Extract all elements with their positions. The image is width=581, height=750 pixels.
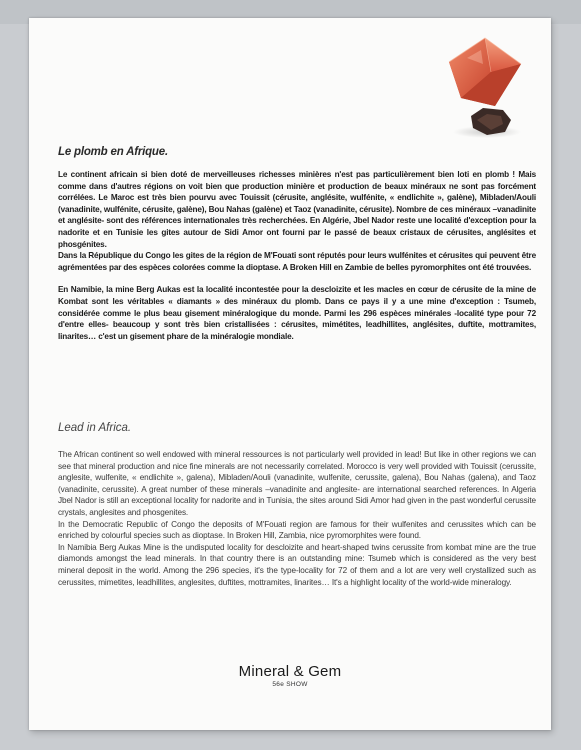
exhibit-info-panel	[29, 18, 551, 730]
brand-name: Mineral & Gem	[238, 663, 342, 680]
english-paragraph-3: In Namibia Berg Aukas Mine is the undisputed locality for descloizite and heart-shaped twins cerussite from kombat mine are the true diamonds amongst the lead minerals. In that country there is an outstanding mine: Tsumeb which is considered as the very best mineral deposit in the world. Among the 296 species, it's the type-locality for 72 of them and a lot are very well crystallized such as cerussites, mimetites, leadhillites, anglesites, duftites, mottramites, linarites… It's a highlight locality of the world-wide mineralogy.	[58, 542, 536, 587]
french-paragraph-3: En Namibie, la mine Berg Aukas est la localité incontestée pour la descloizite et les macles en cœur de cérusite de la mine de Kombat sont les véritables « diamants » des minéraux du plomb. Dans ce pays il y a une mine d'exception : Tsumeb, considérée comme le plus beau gisement minéralogique du monde. Parmi les 296 espèces minérales -localité type pour 72 d'entre elles- beaucoup y sont très bien cristallisées : cérusites, mimétites, leadhillites, anglésites, duftite, mottramites, linarites… c'est un gisement phare de la minéralogie mondiale.	[58, 285, 536, 341]
english-text-block	[58, 449, 536, 588]
show-edition: 56e SHOW	[272, 681, 308, 688]
mineral-crystal-icon	[411, 24, 541, 144]
footer-logo	[29, 663, 551, 688]
english-section-title: Lead in Africa.	[58, 422, 132, 434]
english-paragraph-1: The African continent so well endowed with mineral ressources is not particularly well provided in lead! But like in other regions we can see that mineral production and nice fine minerals are not necessarily correlated. Morocco is very well provided with Touissit (cerussite, anglesite, wulfenite, « endlichite », galena), Mibladen/Aouli (vanadinite, wulfenite, cerussite, galena), Bou Nahas (galena), and Taoz (vanadinite, cerussite). A great number of these minerals –vanadinite and anglesite- are international searched references. In Algeria Jbel Nador is still an exceptional locality for nadorite and in Tunisia, the sites around Sidi Amor had given in the past wonderful cerussite crystals, anglesites and phosgenites.	[58, 450, 536, 517]
french-paragraph-1: Le continent africain si bien doté de merveilleuses richesses minières n'est pas particulièrement bien loti en plomb ! Mais comme dans d'autres régions on voit bien que production minière et production de beaux minéraux ne sont pas forcément corrélées. Le Maroc est très bien pourvu avec Touissit (cérusite, anglésite, wulfénite, « endlichite », galène), Mibladen/Aouli (vanadinite, wulfénite, cérusite, galène), Bou Nahas (galène) et Taoz (vanadinite, cérusite). Nombre de ces minéraux –vanadinite et anglésite- sont des références internationales très recherchées. En Algérie, Jbel Nador reste une localité d'exception pour la nadorite et en Tunisie les gites autour de Sidi Amor ont fourni par le passé de beaux cristaux de cérusites, anglésites et phosgénites.	[58, 170, 536, 249]
french-section-title: Le plomb en Afrique.	[58, 146, 168, 158]
english-paragraph-2: In the Democratic Republic of Congo the deposits of M'Fouati region are famous for their wulfenites and cerussites which can be enriched by colourful species such as dioptase. In Broken Hill, Zambia, nice pyromorphites were found.	[58, 519, 536, 541]
french-text-block	[58, 169, 536, 342]
french-paragraph-2: Dans la République du Congo les gites de la région de M'Fouati sont réputés pour leurs wulfénites et cérusites qui peuvent être agrémentées par des espèces colorées comme la dioptase. A Broken Hill en Zambie de belles pyromorphites ont été trouvées.	[58, 251, 536, 272]
